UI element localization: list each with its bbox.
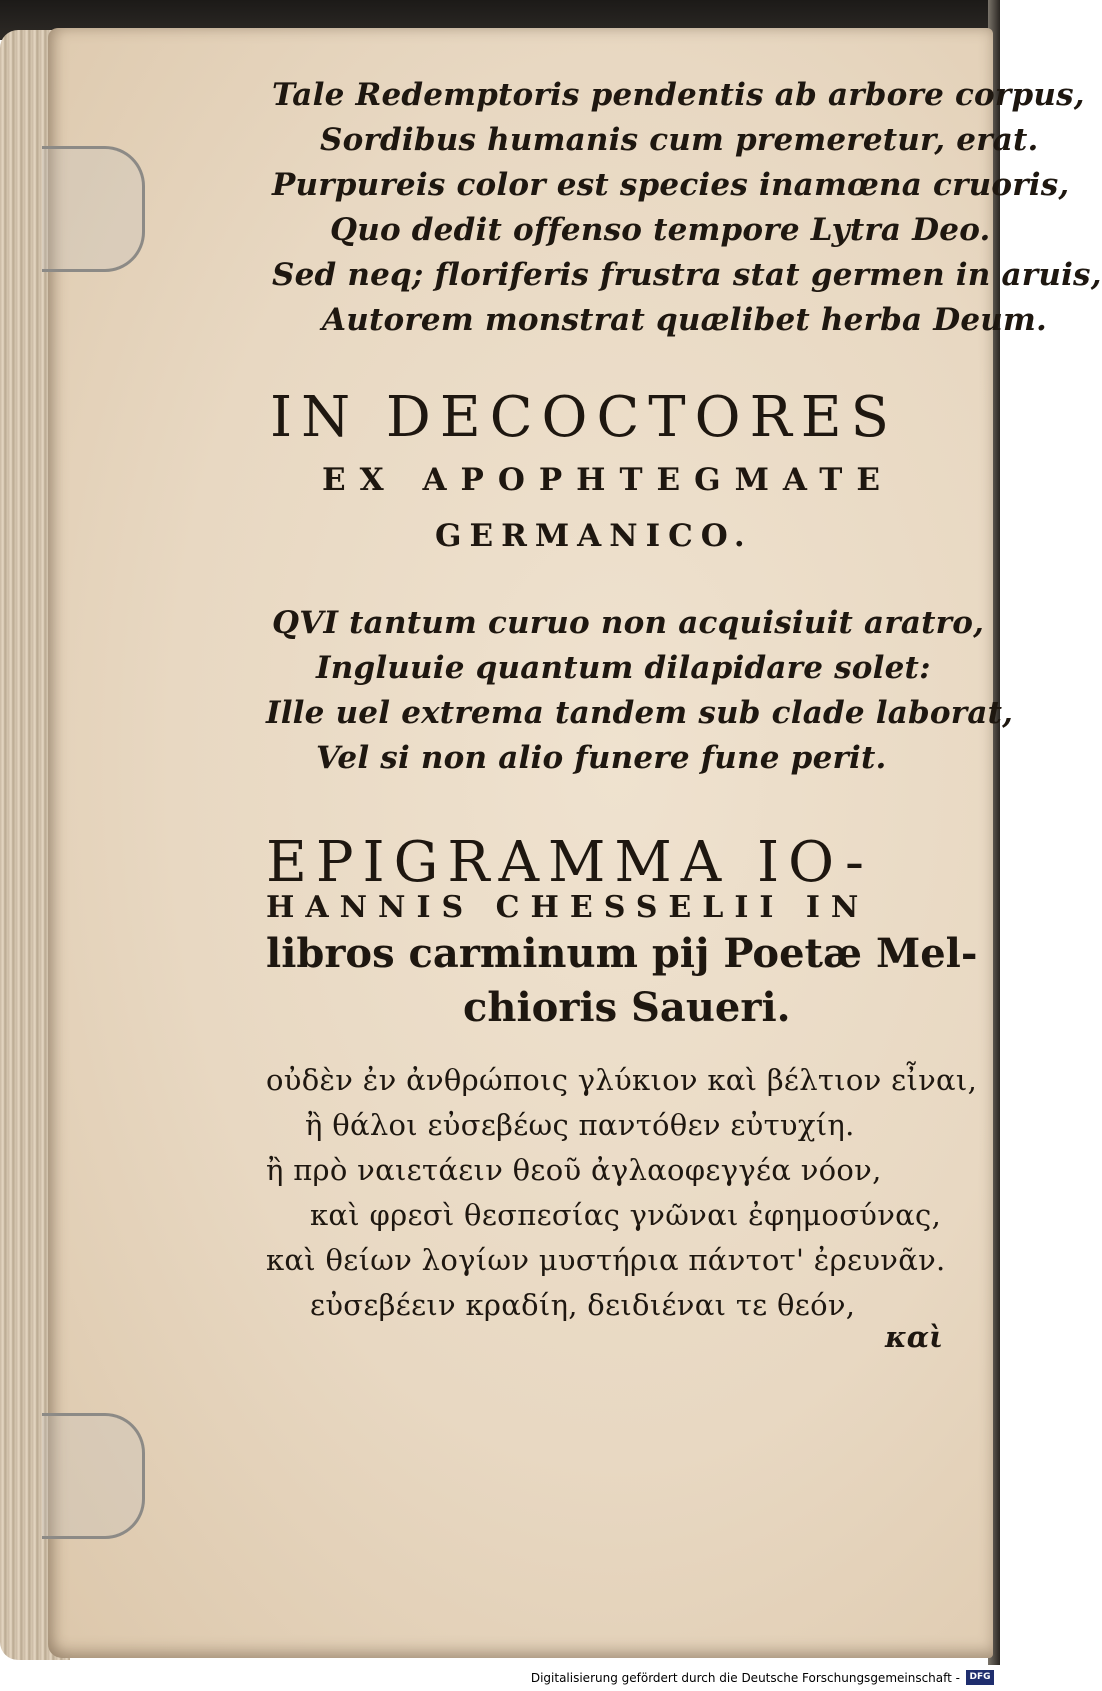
epigram-title-line: HANNIS CHESSELII IN	[266, 890, 870, 925]
epigram-title: EPIGRAMMA IO-	[266, 830, 873, 895]
verse-line: QVI tantum curuo non acquisiuit aratro,	[272, 605, 985, 641]
verse-line: Autorem monstrat quælibet herba Deum.	[322, 302, 1048, 338]
section-title: IN DECOCTORES	[270, 385, 898, 450]
verse-line: Quo dedit offenso tempore Lytra Deo.	[330, 212, 991, 248]
verse-line: Tale Redemptoris pendentis ab arbore corpus,	[272, 77, 1085, 113]
section-subtitle: EX APOPHTEGMATE	[322, 462, 894, 498]
catchword: καὶ	[885, 1320, 944, 1354]
greek-line: ἢ πρὸ ναιετάειν θεοῦ ἀγλαοφεγγέα νόον,	[266, 1153, 882, 1187]
greek-line: καὶ θείων λογίων μυστήρια πάντοτ' ἐρευνᾶν.	[266, 1243, 946, 1277]
verse-line: Sed neq; floriferis frustra stat germen in aruis,	[272, 257, 1102, 293]
greek-line: εὐσεβέειν κραδίη, δειδιέναι τε θεόν,	[310, 1288, 856, 1322]
page-clip-bottom	[42, 1413, 145, 1539]
verse-line: Ingluuie quantum dilapidare solet:	[316, 650, 931, 686]
verse-line: Ille uel extrema tandem sub clade laborat,	[266, 695, 1014, 731]
verse-line: Purpureis color est species inamœna cruoris,	[272, 167, 1070, 203]
epigram-title-line: chioris Saueri.	[463, 984, 791, 1031]
digitization-footer	[0, 1666, 1000, 1691]
page-clip-top	[42, 146, 145, 272]
section-subtitle: GERMANICO.	[435, 518, 753, 554]
verse-line: Sordibus humanis cum premeretur, erat.	[320, 122, 1039, 158]
greek-line: ἢ θάλοι εὐσεβέως παντόθεν εὐτυχίη.	[305, 1108, 855, 1142]
footer-credit: Digitalisierung gefördert durch die Deutsche Forschungsgemeinschaft -	[530, 1671, 960, 1685]
epigram-title-line: libros carminum pij Poetæ Mel-	[266, 930, 978, 977]
dfg-logo: DFG	[966, 1670, 994, 1685]
greek-line: οὐδὲν ἐν ἀνθρώποις γλύκιον καὶ βέλτιον εἶναι,	[266, 1063, 978, 1097]
greek-line: καὶ φρεσὶ θεσπεσίας γνῶναι ἐφημοσύνας,	[310, 1198, 942, 1232]
verse-line: Vel si non alio funere fune perit.	[316, 740, 887, 776]
